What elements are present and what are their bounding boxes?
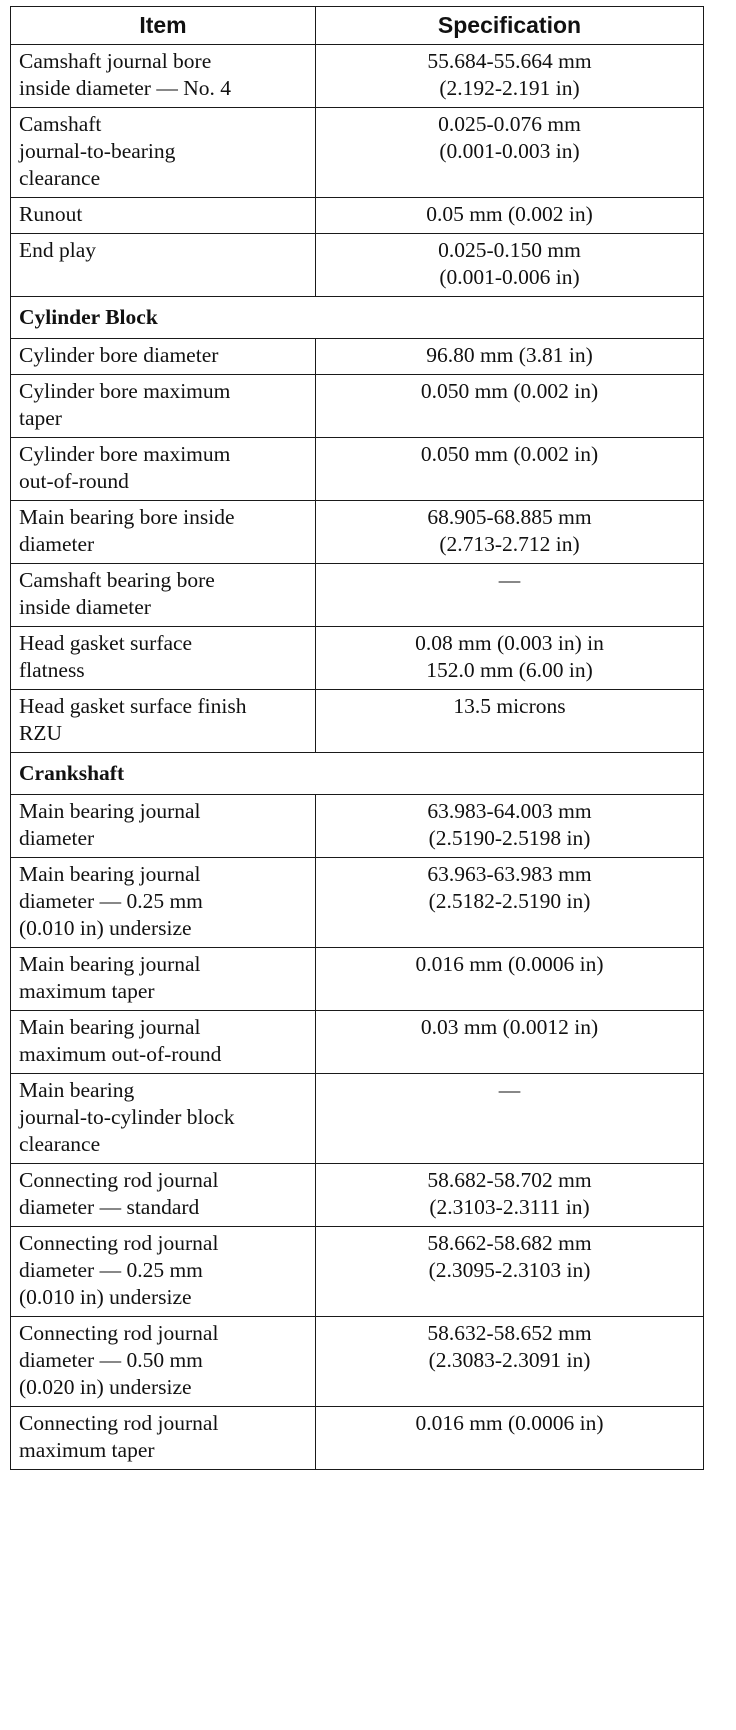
specification-table (10, 6, 704, 1470)
specification-text-line: 0.03 mm (0.0012 in) (420, 1015, 599, 1039)
specification-text-line: (2.713-2.712 in) (439, 532, 580, 556)
item-text-line: journal-to-cylinder block (19, 1105, 235, 1129)
item-text-line: Cylinder bore maximum (19, 379, 231, 403)
specification-text-line: (2.192-2.191 in) (439, 76, 580, 100)
item-text-line: Camshaft bearing bore (19, 568, 215, 592)
specification-cell (316, 234, 704, 297)
item-cell (11, 198, 316, 234)
table-row (11, 438, 704, 501)
item-text-line: inside diameter — No. 4 (19, 76, 231, 100)
item-cell (11, 948, 316, 1011)
section-title: Cylinder Block (11, 297, 704, 339)
table-row (11, 339, 704, 375)
column-header-item: Item (11, 7, 316, 45)
item-text-line: Cylinder bore maximum (19, 442, 231, 466)
table-row (11, 1011, 704, 1074)
table-row (11, 375, 704, 438)
table-row (11, 198, 704, 234)
table-row (11, 1407, 704, 1470)
item-cell (11, 438, 316, 501)
table-row (11, 858, 704, 948)
item-cell (11, 375, 316, 438)
item-text-line: diameter — 0.25 mm (19, 1258, 203, 1282)
specification-text-line: (2.3083-2.3091 in) (428, 1348, 591, 1372)
item-text-line: Main bearing journal (19, 952, 201, 976)
specification-text-line: 0.025-0.076 mm (438, 112, 581, 136)
section-header-row (11, 753, 704, 795)
specification-text-line: — (498, 568, 521, 592)
item-text-line: Main bearing bore inside (19, 505, 235, 529)
table-row (11, 108, 704, 198)
specification-cell (316, 564, 704, 627)
item-cell (11, 45, 316, 108)
table-row (11, 1074, 704, 1164)
specification-text-line: (0.001-0.006 in) (439, 265, 580, 289)
item-cell (11, 690, 316, 753)
specification-cell (316, 1011, 704, 1074)
item-text-line: diameter (19, 532, 95, 556)
item-text-line: Connecting rod journal (19, 1411, 219, 1435)
specification-text-line: (2.3095-2.3103 in) (428, 1258, 591, 1282)
item-text-line: taper (19, 406, 62, 430)
specification-cell (316, 948, 704, 1011)
table-header-row (11, 7, 704, 45)
specification-text-line: 63.963-63.983 mm (427, 862, 592, 886)
specification-cell (316, 690, 704, 753)
item-text-line: Main bearing journal (19, 1015, 201, 1039)
specification-text-line: — (498, 1078, 521, 1102)
item-cell (11, 1407, 316, 1470)
item-cell (11, 627, 316, 690)
item-text-line: Camshaft (19, 112, 102, 136)
column-header-specification: Specification (316, 7, 704, 45)
item-text-line: Camshaft journal bore (19, 49, 212, 73)
item-cell (11, 339, 316, 375)
table-row (11, 564, 704, 627)
specification-text-line: 58.682-58.702 mm (427, 1168, 592, 1192)
item-text-line: Main bearing journal (19, 799, 201, 823)
section-header-row (11, 297, 704, 339)
table-body (11, 45, 704, 1470)
specification-cell (316, 198, 704, 234)
table-row (11, 1164, 704, 1227)
table-row (11, 501, 704, 564)
item-text-line: diameter — 0.50 mm (19, 1348, 203, 1372)
specification-text-line: 0.08 mm (0.003 in) in (415, 631, 604, 655)
specification-text-line: 68.905-68.885 mm (427, 505, 592, 529)
specification-cell (316, 438, 704, 501)
item-cell (11, 1011, 316, 1074)
specification-cell (316, 1164, 704, 1227)
item-text-line: diameter — standard (19, 1195, 200, 1219)
item-text-line: inside diameter (19, 595, 151, 619)
specification-text-line: 0.050 mm (0.002 in) (420, 442, 599, 466)
specification-text-line: (2.3103-2.3111 in) (429, 1195, 590, 1219)
item-cell (11, 108, 316, 198)
item-text-line: Connecting rod journal (19, 1321, 219, 1345)
item-text-line: journal-to-bearing (19, 139, 176, 163)
specification-cell (316, 45, 704, 108)
item-text-line: Cylinder bore diameter (19, 343, 219, 367)
item-text-line: End play (19, 238, 97, 262)
specification-text-line: 152.0 mm (6.00 in) (426, 658, 593, 682)
item-text-line: Connecting rod journal (19, 1168, 219, 1192)
specification-cell (316, 627, 704, 690)
specification-text-line: 58.632-58.652 mm (427, 1321, 592, 1345)
specification-text-line: (0.001-0.003 in) (439, 139, 580, 163)
specification-text-line: 0.050 mm (0.002 in) (420, 379, 599, 403)
table-row (11, 234, 704, 297)
item-text-line: (0.010 in) undersize (19, 916, 192, 940)
item-cell (11, 1317, 316, 1407)
item-text-line: maximum taper (19, 1438, 155, 1462)
specification-cell (316, 795, 704, 858)
item-text-line: (0.020 in) undersize (19, 1375, 192, 1399)
item-text-line: diameter — 0.25 mm (19, 889, 203, 913)
specification-text-line: 0.05 mm (0.002 in) (426, 202, 593, 226)
specification-cell (316, 501, 704, 564)
item-text-line: Head gasket surface finish (19, 694, 247, 718)
specification-text-line: 0.016 mm (0.0006 in) (415, 952, 604, 976)
table-row (11, 627, 704, 690)
specification-text-line: 63.983-64.003 mm (427, 799, 592, 823)
item-cell (11, 501, 316, 564)
item-cell (11, 564, 316, 627)
item-text-line: maximum taper (19, 979, 155, 1003)
specification-cell (316, 108, 704, 198)
table-row (11, 45, 704, 108)
item-cell (11, 1227, 316, 1317)
item-cell (11, 795, 316, 858)
specification-cell (316, 1227, 704, 1317)
specification-text-line: 58.662-58.682 mm (427, 1231, 592, 1255)
table-row (11, 690, 704, 753)
table-row (11, 1317, 704, 1407)
specification-text-line: 96.80 mm (3.81 in) (426, 343, 593, 367)
item-text-line: Head gasket surface (19, 631, 193, 655)
item-cell (11, 1074, 316, 1164)
specification-text-line: 13.5 microns (453, 694, 566, 718)
specification-text-line: 55.684-55.664 mm (427, 49, 592, 73)
item-text-line: Runout (19, 202, 83, 226)
item-text-line: clearance (19, 166, 101, 190)
item-text-line: flatness (19, 658, 85, 682)
item-cell (11, 1164, 316, 1227)
item-text-line: Main bearing journal (19, 862, 201, 886)
item-text-line: RZU (19, 721, 62, 745)
item-cell (11, 234, 316, 297)
item-cell (11, 858, 316, 948)
specification-cell (316, 1407, 704, 1470)
specification-cell (316, 858, 704, 948)
specification-text-line: (2.5182-2.5190 in) (428, 889, 591, 913)
specification-cell (316, 339, 704, 375)
specification-cell (316, 375, 704, 438)
table-row (11, 1227, 704, 1317)
specification-cell (316, 1074, 704, 1164)
item-text-line: (0.010 in) undersize (19, 1285, 192, 1309)
item-text-line: clearance (19, 1132, 101, 1156)
item-text-line: diameter (19, 826, 95, 850)
table-row (11, 948, 704, 1011)
item-text-line: Main bearing (19, 1078, 135, 1102)
item-text-line: Connecting rod journal (19, 1231, 219, 1255)
specification-text-line: (2.5190-2.5198 in) (428, 826, 591, 850)
specification-cell (316, 1317, 704, 1407)
table-row (11, 795, 704, 858)
item-text-line: out-of-round (19, 469, 129, 493)
section-title: Crankshaft (11, 753, 704, 795)
specification-text-line: 0.025-0.150 mm (438, 238, 581, 262)
specification-text-line: 0.016 mm (0.0006 in) (415, 1411, 604, 1435)
item-text-line: maximum out-of-round (19, 1042, 222, 1066)
